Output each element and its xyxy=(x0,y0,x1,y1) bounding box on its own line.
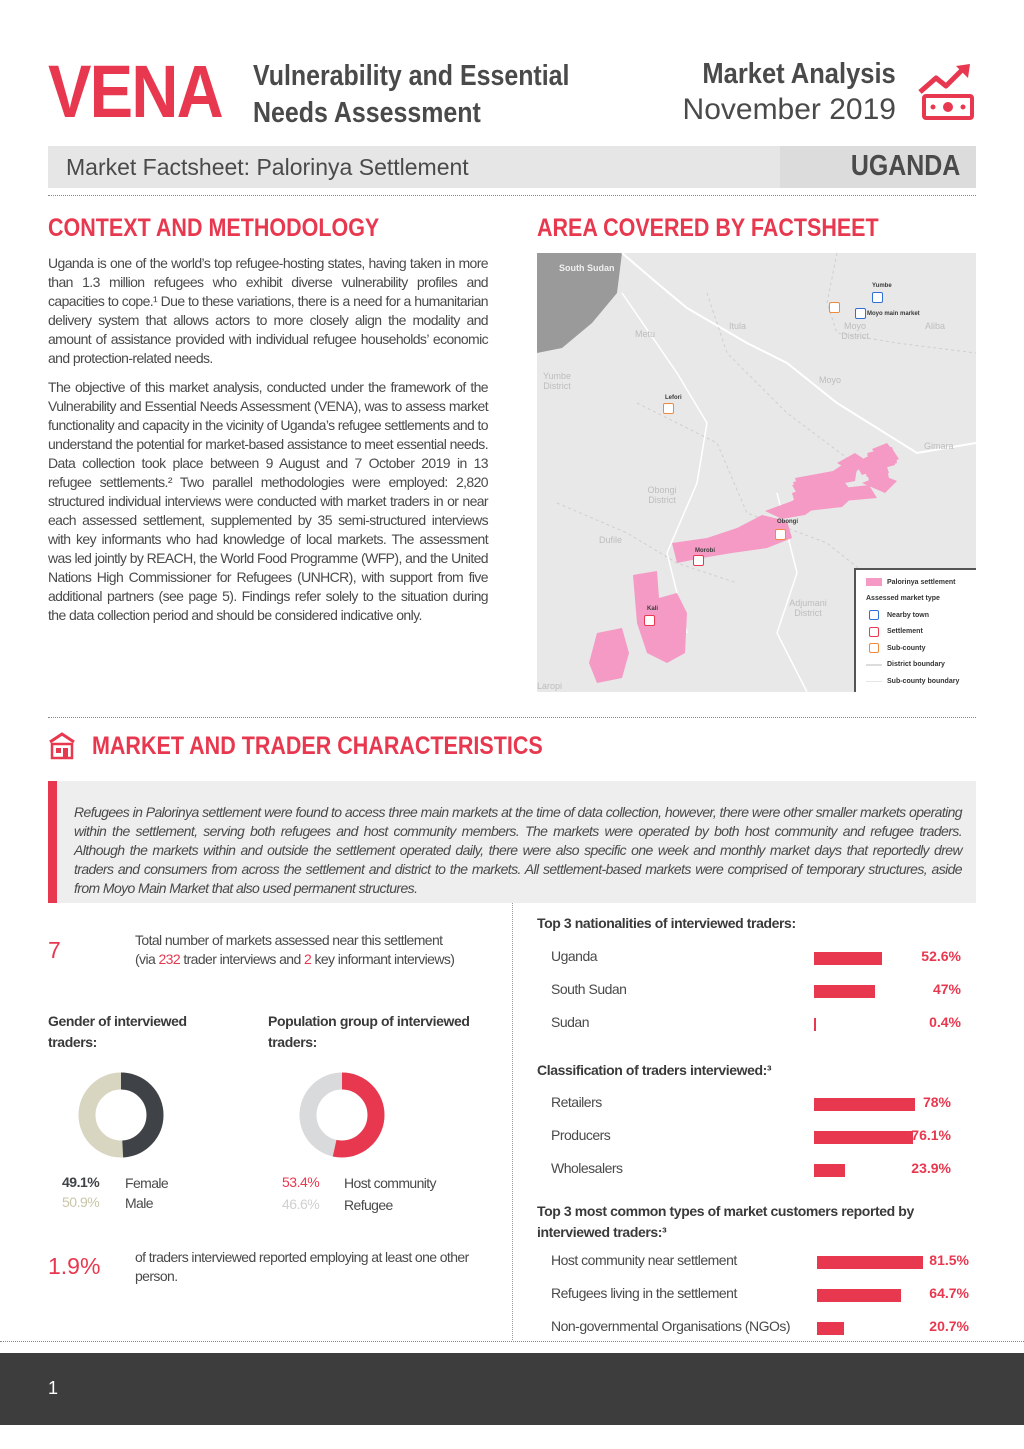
classification-title: Classification of traders interviewed:³ xyxy=(537,1062,772,1078)
market-label: Obongi xyxy=(777,519,798,525)
customers-bar xyxy=(817,1256,923,1269)
map-label-region: Obongi District xyxy=(647,485,677,505)
male-label: Male xyxy=(125,1195,153,1211)
nationalities-row xyxy=(551,948,971,970)
customers-value: 20.7% xyxy=(929,1318,969,1334)
classification-row xyxy=(551,1127,971,1149)
customers-title-line2: interviewed traders:³ xyxy=(537,1224,667,1240)
page-footer xyxy=(0,1353,1024,1425)
nationalities-value: 52.6% xyxy=(921,948,961,964)
nationalities-row xyxy=(551,1014,971,1036)
document-date: November 2019 xyxy=(682,93,896,126)
classification-label: Retailers xyxy=(551,1094,602,1110)
refugee-pct: 46.6% xyxy=(282,1196,320,1212)
page-number: 1 xyxy=(48,1378,59,1398)
palorinya-settlement-area xyxy=(672,515,792,563)
customers-row xyxy=(551,1318,971,1340)
context-section-title: CONTEXT AND METHODOLOGY xyxy=(48,214,380,242)
nationalities-label: Sudan xyxy=(551,1014,589,1030)
legend-town: Nearby town xyxy=(887,611,930,619)
settlement-market-marker xyxy=(644,615,655,626)
legend-settlement-market: Settlement xyxy=(887,628,923,636)
markets-count: 7 xyxy=(48,937,61,963)
population-title: Population group of interviewed traders: xyxy=(268,1013,470,1050)
market-stall-icon xyxy=(48,732,76,760)
refugee-label: Refugee xyxy=(344,1197,393,1213)
map-label-area: Dufile xyxy=(599,535,623,545)
map-label-area: Laropi xyxy=(537,681,563,691)
sub-county-marker xyxy=(663,403,674,414)
employ-pct: 1.9% xyxy=(48,1253,101,1279)
nationalities-bar xyxy=(814,985,875,998)
market-label: Lefori xyxy=(665,395,682,401)
classification-value: 78% xyxy=(922,1094,951,1110)
classification-value: 76.1% xyxy=(911,1127,951,1143)
market-label: Yumbe xyxy=(872,283,892,289)
customers-label: Non-governmental Organisations (NGOs) xyxy=(551,1318,791,1334)
market-label: Morobi xyxy=(695,548,715,554)
footer-divider xyxy=(0,1341,1024,1342)
customers-row xyxy=(551,1285,971,1307)
assessment-title-line2: Needs Assessment xyxy=(253,97,481,129)
customers-label: Host community near settlement xyxy=(551,1252,737,1268)
section-divider xyxy=(48,717,976,718)
female-label: Female xyxy=(125,1175,169,1191)
classification-bar xyxy=(814,1164,845,1177)
settlement-map xyxy=(537,253,976,692)
settlement-market-marker xyxy=(693,555,704,566)
customers-row xyxy=(551,1252,971,1274)
customers-label: Refugees living in the settlement xyxy=(551,1285,737,1301)
classification-label: Producers xyxy=(551,1127,611,1143)
nationalities-value: 0.4% xyxy=(929,1014,961,1030)
country-label: UGANDA xyxy=(850,150,960,182)
markets-text-b: (via xyxy=(135,951,156,967)
markets-text-d: key informant interviews) xyxy=(314,951,455,967)
market-label: Kali xyxy=(647,606,659,612)
map-label-area: Moyo xyxy=(819,375,842,385)
classification-row xyxy=(551,1094,971,1116)
male-pct: 50.9% xyxy=(62,1194,100,1210)
map-label-region: Yumbe District xyxy=(542,371,572,391)
sub-county-marker xyxy=(829,302,840,313)
nationalities-value: 47% xyxy=(932,981,961,997)
trader-interview-count: 232 xyxy=(158,951,181,967)
legend-sub-county-boundary: Sub-county boundary xyxy=(887,677,960,685)
nationalities-bar xyxy=(814,952,882,965)
market-label: Moyo main market xyxy=(867,311,920,317)
assessment-title-line1: Vulnerability and Essential xyxy=(253,60,570,92)
context-paragraph-1: Uganda is one of the world’s top refugee-hosting states, having taken in more than 1.3 million refugees who exhibit diverse vulnerability profiles and capacities to cope.¹ Due to these variations, there is a need for a humanitarian delivery system that allows actors to more closely align the modality and amount of assistance provided with individual refugee households’ economic and protection-related needs. xyxy=(48,255,488,366)
map-label-region: Adjumani District xyxy=(789,598,827,618)
nationalities-label: South Sudan xyxy=(551,981,627,997)
nationalities-label: Uganda xyxy=(551,948,598,964)
intro-text: Refugees in Palorinya settlement were found to access three main markets at the time of data collection, however, there were other smaller markets operating within the settlement, serving both refugees and host community members. The markets were operated by both host community and refugee traders. Although the markets within and outside the settlement operated daily, there were also specific one week and monthly market days that reportedly drew traders and consumers from across the settlement and district to the markets. All settlement-based markets were comprised of temporary structures, aside from Moyo Main Market that also used permanent structures. xyxy=(74,804,962,896)
customers-title-line1: Top 3 most common types of market customers reported by xyxy=(537,1203,914,1219)
classification-row xyxy=(551,1160,971,1182)
palorinya-settlement-area xyxy=(589,628,629,683)
nationalities-title: Top 3 nationalities of interviewed traders: xyxy=(537,915,796,931)
gender-donut-chart xyxy=(77,1071,165,1159)
markets-text-line1: Total number of markets assessed near this settlement xyxy=(135,932,443,948)
map-label-area: Metu xyxy=(635,329,656,339)
ki-interview-count: 2 xyxy=(303,951,312,967)
nearby-town-marker xyxy=(872,292,883,303)
column-divider xyxy=(512,903,513,1340)
legend-settlement: Palorinya settlement xyxy=(887,578,956,586)
market-analysis-chart-icon xyxy=(916,62,978,124)
assessment-title xyxy=(253,58,569,132)
map-section-title: AREA COVERED BY FACTSHEET xyxy=(537,214,879,242)
map-label-region: South Sudan xyxy=(559,263,615,273)
customers-title xyxy=(537,1201,977,1243)
gender-title: Gender of interviewed traders: xyxy=(48,1013,187,1050)
factsheet-title: Market Factsheet: Palorinya Settlement xyxy=(66,154,469,180)
classification-label: Wholesalers xyxy=(551,1160,623,1176)
header-divider xyxy=(48,195,976,196)
customers-bar xyxy=(817,1289,901,1302)
female-pct: 49.1% xyxy=(62,1174,100,1190)
markets-text-c: trader interviews and xyxy=(183,951,301,967)
legend-district-boundary: District boundary xyxy=(887,661,945,669)
market-section-title: MARKET AND TRADER CHARACTERISTICS xyxy=(92,732,543,760)
classification-value: 23.9% xyxy=(911,1160,951,1176)
vena-logo: VENA xyxy=(48,50,222,133)
map-label-area: Aliba xyxy=(925,321,946,331)
markets-count-text xyxy=(135,931,505,969)
nearby-town-marker xyxy=(855,308,866,319)
population-donut-chart xyxy=(298,1071,386,1159)
customers-bar xyxy=(817,1322,844,1335)
map-label-region: Moyo District xyxy=(841,321,869,341)
map-label-area: Itula xyxy=(729,321,747,331)
host-pct: 53.4% xyxy=(282,1174,320,1190)
map-label-area: Gimara xyxy=(924,441,954,451)
map-legend xyxy=(854,568,976,692)
nationalities-row xyxy=(551,981,971,1003)
customers-value: 81.5% xyxy=(929,1252,969,1268)
document-type: Market Analysis xyxy=(702,58,896,90)
context-paragraph-2: The objective of this market analysis, conducted under the framework of the Vulnerability and Essential Needs Assessment (VENA), was to assess market functionality and capacity in the vicinity of Uganda’s refugee settlements and to understand the potential for market-based assistance to meet essential needs. Data collection took place between 9 August and 7 October 2019 in 13 refugee settlements.² Two parallel methodologies were employed: 2,820 structured individual interviews were conducted with market traders in or near each assessed settlement, supplemented by 35 semi-structured interviews with key informants who had knowledge of local markets. The assessment was led jointly by REACH, the World Food Programme (WFP), and the United Nations High Commissioner for Refugees (UNHCR), with support from five additional partners (see page 5). Findings refer solely to the situation during the data collection period and should be considered indicative only. xyxy=(48,379,488,623)
employ-text: of traders interviewed reported employing at least one other person. xyxy=(135,1249,469,1284)
legend-sub-county: Sub-county xyxy=(887,644,926,652)
sub-county-marker xyxy=(775,529,786,540)
palorinya-settlement-area xyxy=(633,571,687,663)
legend-market-type-title: Assessed market type xyxy=(866,595,940,603)
host-label: Host community xyxy=(344,1175,436,1191)
customers-value: 64.7% xyxy=(929,1285,969,1301)
nationalities-bar xyxy=(814,1018,816,1031)
